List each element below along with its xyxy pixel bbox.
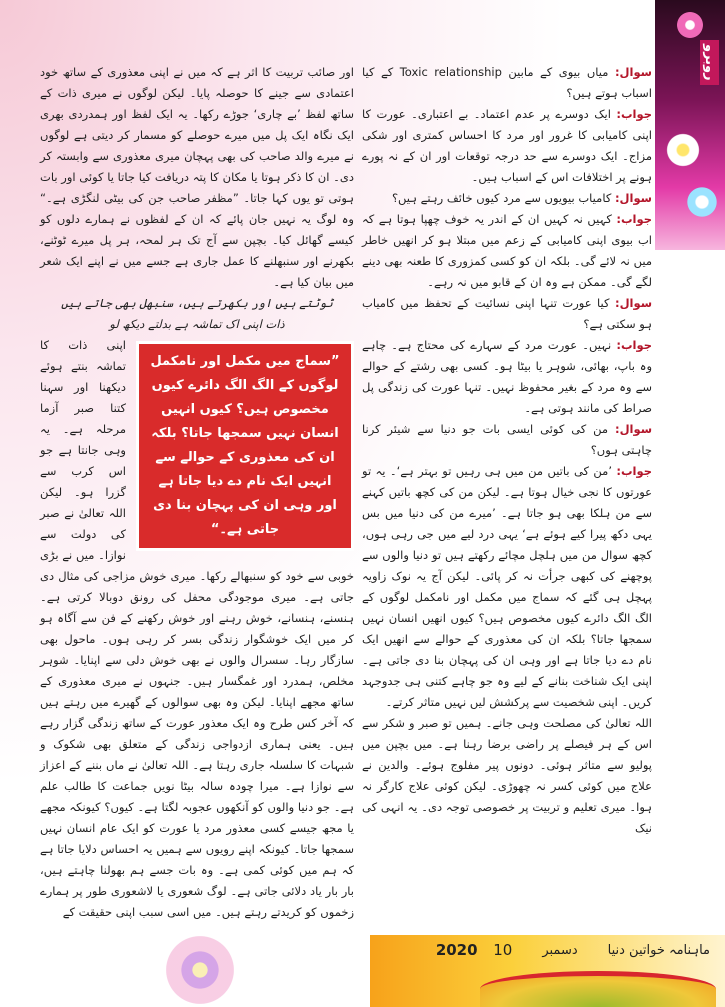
paragraph-text: اپنی ذات کا تماشہ بنتے ہوئے دیکھنا اور سہنا کتنا صبر آزما مرحلہ ہے۔ یہ وہی جانتا ہے جو اس کرب سے گزرا ہو۔ لیکن اللہ تعالیٰ نے صبر کی دولت سے نوازا۔ میں نے بڑی خوبی سے خود کو سنبھالے رکھا۔ میری خوش مزاجی کی مثال دی جاتی ہے۔ میری موجودگی محفل کی رونق دوبالا کرتی ہے۔ ہنسنے، ہنسانے، خوش رہنے اور خوش رکھنے کے فن سے آگاہ ہو کر میں ایک خوشگوار زندگی بسر کر رہی ہوں۔ ماحول بھی سازگار رہا۔ سسرال والوں نے بھی خوش دلی سے اپنایا۔ شوہر مخلص، ہمدرد اور غمگسار ہیں۔ جنہوں نے میری معذوری کے ساتھ مجھے اپنایا۔ لیکن وہ بھی سوالوں کے گھیرے میں رہتے ہیں کہ آخر کس طرح وہ ایک معذور عورت کے ساتھ زندگی گزار رہے ہیں۔ یعنی ہماری ازدواجی زندگی کے متعلق بھی شکوک و شبہات کا سلسلہ جاری رہتا ہے۔ اللہ تعالیٰ نے ماں بننے کے اعزاز سے نوازا ہے۔ میرا چودہ سالہ بیٹا نویں جماعت کا طالب علم ہے۔ جو دنیا والوں کو آنکھوں عجوبہ لگتا ہے۔ کیوں؟ کیونکہ مجھے یا مجھ جیسے کسی معذور مرد یا عورت کو ایک عام انسان نہیں سمجھا جاتا۔ کیونکہ اپنے رویوں سے ہمیں یہ احساس دلایا جاتا ہے کہ ہم میں کوئی کمی ہے۔ وہ بات جسے ہم بھولنا چاہتے ہیں، بار بار یاد دلائی جاتی ہے۔ لوگ شعوری یا لاشعوری طور پر ہمارے زخموں کو کریدتے رہتے ہیں۔ میں اسی سبب اپنی حقیقت کے: [40, 338, 354, 919]
answer: [362, 335, 652, 419]
question-text: کامیاب بیویوں سے مرد کیوں خائف رہتے ہیں؟: [391, 191, 612, 205]
answer: [362, 209, 652, 293]
question: [362, 62, 652, 104]
issue-year-page: [436, 941, 513, 959]
question: [362, 419, 652, 461]
question-text: من کی کوئی ایسی بات جو دنیا سے شیئر کرنا چاہتی ہوں؟: [362, 422, 652, 457]
answer-text: نہیں۔ عورت مرد کے سہارے کی محتاج ہے۔ چاہے وہ باپ، بھائی، شوہر یا بیٹا ہو۔ کسی بھی رشتے کے حوالے سے وہ مرد کے بغیر محفوظ نہیں۔ تنہا عورت کی زندگی پل صراط کی مانند ہوتی ہے۔: [362, 338, 652, 415]
poem-line: ٹوٹتے ہیں اور بکھرتے ہیں، سنبھل بھی جاتے ہیں: [61, 296, 333, 310]
magazine-name: ماہنامہ خواتین دنیا: [607, 942, 710, 958]
footer-area: [0, 935, 725, 1007]
answer-label: جواب:: [616, 338, 652, 352]
article-column-right: [362, 62, 652, 923]
question-text: کیا عورت تنہا اپنی نسائیت کے تحفظ میں کامیاب ہو سکتی ہے؟: [362, 296, 652, 331]
poem-line: ذات اپنی اک تماشہ ہے بدلتے دیکھ لو: [109, 317, 285, 331]
page-number: 10: [493, 941, 513, 959]
issue-year: 2020: [435, 941, 478, 959]
question-label: سوال:: [614, 422, 653, 436]
answer-label: جواب:: [616, 107, 653, 121]
section-banner: [655, 0, 725, 250]
answer: [362, 461, 652, 713]
footer-decoration: [480, 971, 716, 1007]
flower-decoration: [150, 935, 250, 1005]
answer-text: کہیں نہ کہیں ان کے اندر یہ خوف چھپا ہوتا ہے کہ اب بیوی اپنی کامیابی کے زعم میں مبتلا ہو کر انھیں خاطر میں نہ لائے گی۔ بلکہ ان کو کسی کمزوری کا طعنہ بھی دینے لگے گی۔ ممکن ہے وہ ان کے قابو میں نہ رہے۔: [362, 212, 652, 289]
answer-label: جواب:: [616, 464, 652, 478]
question-text: میاں بیوی کے مابین Toxic relationship کے کیا اسباب ہوتے ہیں؟: [362, 65, 652, 100]
paragraph: اور صائب تربیت کا اثر ہے کہ میں نے اپنی معذوری کے ساتھ خود اعتمادی سے جینے کا حوصلہ پایا۔ لیکن لوگوں نے میری ذات کے ساتھ لفظ ’بے چاری‘ جوڑے رکھا۔ یہ ایک لفظ اور ہمدردی بھری ایک نگاہ ایک پل میں میرے حوصلے کو مسمار کر دیتی ہے لوگوں نے میرے والد صاحب کی بھی پہچان میری معذوری سے وابستہ کر دی۔ ان کا ذکر ہوتا یا مکان کا پتہ دریافت کیا جاتا یا کوئی اور بات ہوتی تو یوں کہا جاتا۔ ”مظفر صاحب جن کی بیٹی لنگڑی ہے۔“ وہ لوگ یہ نہیں جان پائے کہ ان کے لفظوں نے ہمارے دلوں کو کیسے گھائل کیا۔ بچپن سے آج تک ہر لمحہ، ہر پل میرے ٹوٹنے، بکھرنے اور سنبھلنے کا عمل جاری ہے جسے میں نے اپنے ایک شعر میں بیان کیا ہے۔: [40, 65, 354, 289]
question: [362, 188, 652, 209]
question-label: سوال:: [614, 296, 653, 310]
section-label: روبرو: [700, 40, 719, 85]
answer-text: ایک دوسرے پر عدم اعتماد۔ بے اعتباری۔ عورت کا اپنی کامیابی کا غرور اور مرد کا احساس کمتری اور شکی مزاج۔ ایک دوسرے سے حد درجہ توقعات اور ان کے نہ پورے ہونے پر اختلافات اس کے اسباب ہیں۔: [362, 107, 652, 184]
flower-decoration: [663, 130, 703, 170]
answer: [362, 104, 652, 188]
flower-decoration: [675, 10, 705, 40]
question: [362, 293, 652, 335]
paragraph: اللہ تعالیٰ کی مصلحت وہی جانے۔ ہمیں تو صبر و شکر سے اس کے ہر فیصلے پر راضی برضا رہنا ہے۔ میں بچپن میں پولیو سے متاثر ہوئی۔ دونوں پیر مفلوج ہوئے۔ والدین نے علاج میں کوئی کسر نہ چھوڑی۔ لیکن کوئی علاج کارگر نہ ہوا۔ میری تعلیم و تربیت پر خصوصی توجہ دی۔ یہ انہی کی نیک: [362, 716, 652, 835]
answer-label: جواب:: [616, 212, 652, 226]
flower-decoration: [685, 185, 719, 219]
article-column-left: [40, 62, 354, 923]
question-label: سوال:: [614, 65, 652, 79]
answer-text: ’من کی باتیں من میں ہی رہیں تو بہتر ہے‘۔ یہ تو عورتوں کا نجی خیال ہوتا ہے۔ لیکن من کی کچھ باتیں کہنے سے من ہلکا بھی ہو جاتا ہے۔ ’میرے من کی دنیا میں بس یہی دکھ پیرا کیے ہوئے ہے‘ یہی درد لیے میں جی رہی ہوں، کچھ سوال من میں ہلچل مچائے رکھتے ہیں تو دنیا والوں سے پوچھنے کی کبھی جرأت نہ کر پائی۔ لیکن آج یہ نوک زاویہ پہچل ہی گئے کہ سماج میں مکمل اور نامکمل لوگوں کے الگ الگ دائرے کیوں مخصوص ہیں؟ کیوں انھیں انسان نہیں سمجھا جاتا؟ بلکہ ان کی معذوری کے حوالے سے انھیں ایک نام دے دیا جاتا ہے اور وہی ان کی پہچان بنا دی جاتی ہے۔ اپنی ایک شناخت بنانے کے لیے وہ جو چاہے کتنی ہی جدوجہد کریں۔ اپنی شخصیت سے پرکشش لیں نہیں متاثر کرتے۔: [362, 464, 652, 709]
pull-quote: ”سماج میں مکمل اور نامکمل لوگوں کے الگ الگ دائرے کیوں مخصوص ہیں؟ کیوں انہیں انسان نہیں سمجھا جاتا؟ بلکہ ان کی معذوری کے حوالے سے انہیں ایک نام دے دیا جاتا ہے اور وہی ان کی پہچان بنا دی جاتی ہے۔“: [136, 341, 354, 551]
footer: [390, 941, 710, 959]
question-label: سوال:: [614, 191, 652, 205]
issue-month: دسمبر: [542, 942, 578, 958]
